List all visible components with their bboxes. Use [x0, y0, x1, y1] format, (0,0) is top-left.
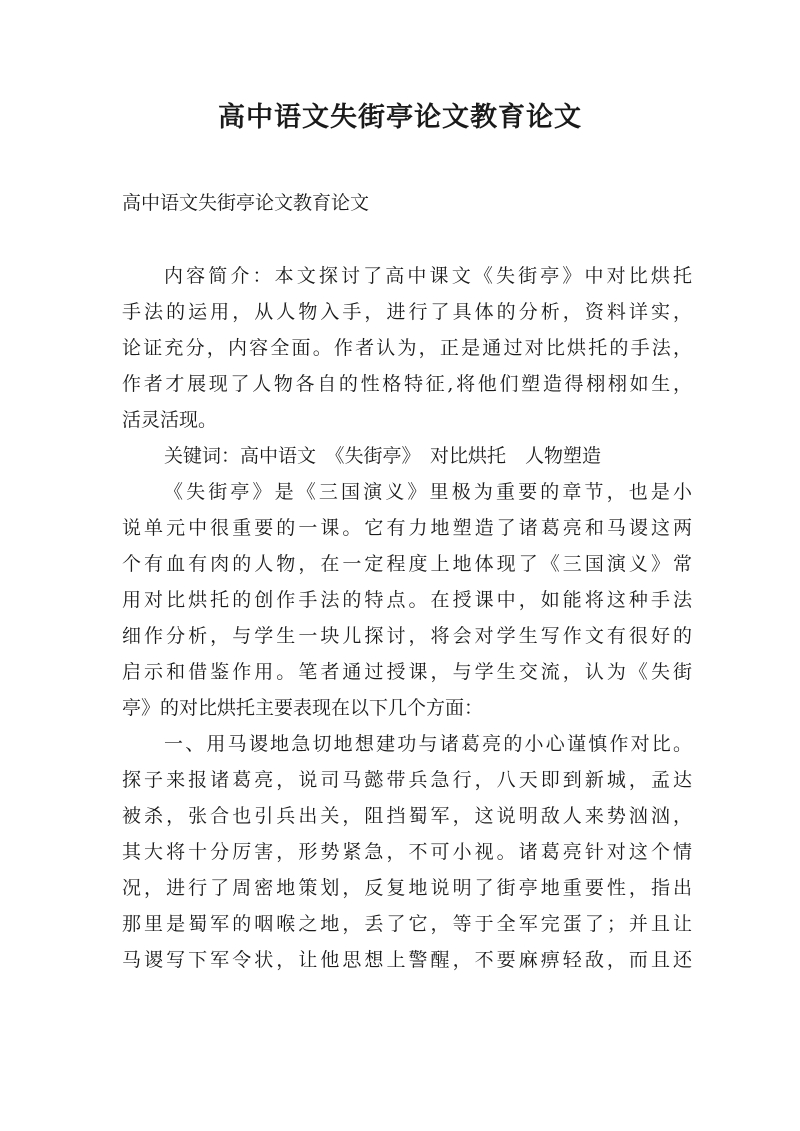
text-line: 论证充分，内容全面。作者认为，正是通过对比烘托的手法，: [122, 337, 692, 359]
text-line: 亭》的对比烘托主要表现在以下几个方面：: [122, 697, 484, 719]
text-line: 作者才展现了人物各自的性格特征,将他们塑造得栩栩如生，: [122, 373, 692, 395]
document-title: 高中语文失街亭论文教育论文: [218, 102, 582, 133]
text-line: 探子来报诸葛亮，说司马懿带兵急行，八天即到新城，孟达: [122, 769, 692, 791]
text-line: 其大将十分厉害，形势紧急，不可小视。诸葛亮针对这个情: [122, 841, 692, 863]
text-line: 一、用马谡地急切地想建功与诸葛亮的小心谨慎作对比。: [164, 733, 692, 755]
document-body: [122, 258, 692, 978]
text-line: 况，进行了周密地策划，反复地说明了街亭地重要性，指出: [122, 877, 692, 899]
text-line: 活灵活现。: [122, 409, 218, 431]
text-line: 马谡写下军令状，让他思想上警醒，不要麻痹轻敌，而且还: [122, 949, 692, 971]
text-line: 那里是蜀军的咽喉之地，丢了它，等于全军完蛋了；并且让: [122, 913, 692, 935]
text-line: 说单元中很重要的一课。它有力地塑造了诸葛亮和马谡这两: [122, 517, 692, 539]
text-line: 内容简介：本文探讨了高中课文《失街亭》中对比烘托: [164, 265, 692, 287]
text-line: 被杀，张合也引兵出关，阻挡蜀军，这说明敌人来势汹汹，: [122, 805, 692, 827]
document-subtitle: 高中语文失街亭论文教育论文: [122, 192, 370, 214]
text-line: 《失街亭》是《三国演义》里极为重要的章节，也是小: [164, 481, 692, 503]
text-line: 细作分析，与学生一块儿探讨，将会对学生写作文有很好的: [122, 625, 692, 647]
keywords-line: 关键词：高中语文 《失街亭》 对比烘托 人物塑造: [164, 445, 602, 467]
text-line: 启示和借鉴作用。笔者通过授课，与学生交流，认为《失街: [122, 661, 692, 683]
text-line: 手法的运用，从人物入手，进行了具体的分析，资料详实，: [122, 301, 692, 323]
text-line: 用对比烘托的创作手法的特点。在授课中，如能将这种手法: [122, 589, 692, 611]
text-line: 个有血有肉的人物，在一定程度上地体现了《三国演义》常: [122, 553, 692, 575]
